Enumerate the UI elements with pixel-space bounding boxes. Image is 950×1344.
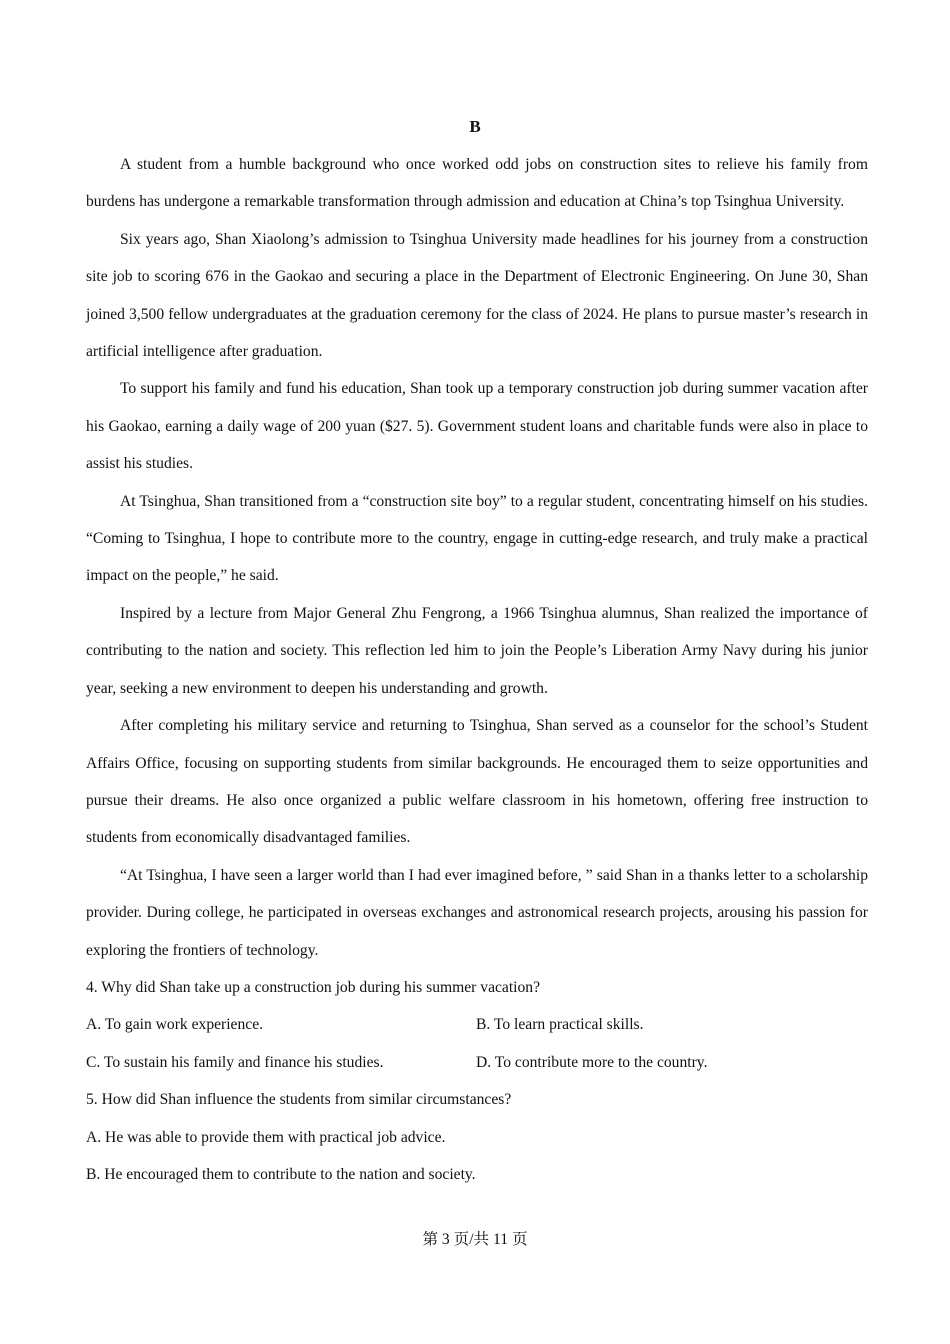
page-number-footer: 第 3 页/共 11 页: [422, 1231, 528, 1248]
question-4-option-c: C. To sustain his family and finance his studies.: [86, 1053, 384, 1071]
question-4-option-b: B. To learn practical skills.: [476, 1016, 644, 1034]
passage-paragraph-7: “At Tsinghua, I have seen a larger world than I had ever imagined before, ” said Shan in a thanks letter to a scholarship provider. During college, he participated in overseas exchanges and astronomical research projects, arousing his passion for exploring the frontiers of technology.: [86, 866, 868, 959]
question-5: [86, 1081, 868, 1193]
section-title: B: [469, 117, 481, 136]
passage-paragraph-2: Six years ago, Shan Xiaolong’s admission to Tsinghua University made headlines for his journey from a construction site job to scoring 676 in the Gaokao and securing a place in the Department of Electronic Engineering. On June 30, Shan joined 3,500 fellow undergraduates at the graduation ceremony for the class of 2024. He plans to pursue master’s research in artificial intelligence after graduation.: [86, 230, 868, 361]
question-4: [86, 969, 868, 1081]
passage-paragraph-6: After completing his military service and returning to Tsinghua, Shan served as a counselor for the school’s Student Affairs Office, focusing on supporting students from similar backgrounds. He encouraged them to seize opportunities and pursue their dreams. He also once organized a public welfare classroom in his hometown, offering free instruction to students from economically disadvantaged families.: [86, 717, 868, 847]
passage-paragraph-4: At Tsinghua, Shan transitioned from a “construction site boy” to a regular student, concentrating himself on his studies. “Coming to Tsinghua, I hope to contribute more to the country, engage in cutting-edge research, and truly make a practical impact on the people,” he said.: [86, 492, 868, 585]
question-4-option-d: D. To contribute more to the country.: [476, 1053, 708, 1071]
question-4-options-row-2: [86, 1044, 868, 1081]
passage-paragraph-5: Inspired by a lecture from Major General Zhu Fengrong, a 1966 Tsinghua alumnus, Shan realized the importance of contributing to the nation and society. This reflection led him to join the People’s Liberation Army Navy during his junior year, seeking a new environment to deepen his understanding and growth.: [86, 604, 868, 697]
question-5-option-a: A. He was able to provide them with practical job advice.: [86, 1128, 446, 1146]
question-4-stem: 4. Why did Shan take up a construction job during his summer vacation?: [86, 978, 541, 996]
question-5-option-b: B. He encouraged them to contribute to the nation and society.: [86, 1165, 476, 1183]
passage-body: [86, 146, 868, 1193]
question-4-option-a: A. To gain work experience.: [86, 1016, 264, 1034]
question-4-options-row-1: [86, 1006, 868, 1043]
question-5-stem: 5. How did Shan influence the students from similar circumstances?: [86, 1091, 512, 1109]
passage-paragraph-1: A student from a humble background who once worked odd jobs on construction sites to relieve his family from burdens has undergone a remarkable transformation through admission and education at China’s top Tsinghua University.: [86, 156, 868, 211]
passage-paragraph-3: To support his family and fund his education, Shan took up a temporary construction job during summer vacation after his Gaokao, earning a daily wage of 200 yuan ($27. 5). Government student loans and charitable funds were also in place to assist his studies.: [86, 380, 868, 473]
